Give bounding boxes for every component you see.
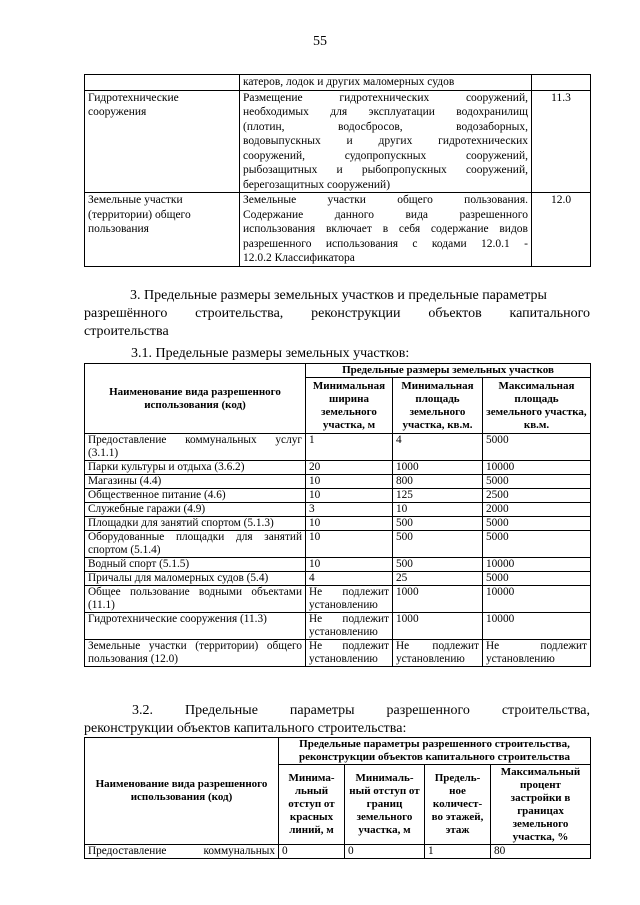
t2-row	[85, 572, 591, 586]
section-3-word: объектов	[428, 306, 482, 321]
t2-value-cell: 1000	[393, 461, 483, 475]
t2-name-cell: Магазины (4.4)	[85, 475, 306, 489]
section-3-2-word: 3.2.	[132, 703, 153, 718]
t2-value-cell: 10000	[483, 461, 591, 475]
t1-description-line: сооружений, судопропускных сооружений,	[243, 149, 528, 162]
section-3-heading	[84, 287, 590, 341]
t2-row	[85, 613, 591, 640]
t3-value-cell: 1	[425, 845, 491, 859]
t1-code-cell	[532, 75, 591, 91]
table-construction-parameters	[84, 737, 591, 859]
t2-value-cell: 10	[306, 517, 393, 531]
t2-group-header: Предельные размеры земельных участков	[306, 364, 591, 378]
t2-value-cell: 1	[306, 434, 393, 461]
t2-col-header-min-area: Минимальная площадь земельного участка, кв.м.	[393, 378, 483, 434]
section-3-2-line2: реконструкции объектов капитального строительства:	[84, 721, 407, 736]
t2-value-cell: 10	[306, 475, 393, 489]
t2-value-cell: Не подлежит установлению	[306, 640, 393, 667]
section-3-word: реконструкции	[311, 306, 401, 321]
t1-description-line: разрешенного использования с кодами 12.0.1 -	[243, 237, 528, 250]
t1-description-cell	[240, 90, 532, 193]
t2-value-cell: 1000	[393, 586, 483, 613]
t3-value-cell: 0	[279, 845, 345, 859]
t1-description-line: рыбозащитных и рыбопропускных сооружений,	[243, 164, 528, 176]
t1-description-line: необходимых для эксплуатации водохранилищ	[243, 106, 528, 118]
t3-row	[85, 845, 591, 859]
t2-value-cell: 2500	[483, 489, 591, 503]
t2-value-cell: 25	[393, 572, 483, 586]
section-3-word: строительства,	[195, 306, 284, 321]
t3-col1-header: Наименование вида разрешенного использования (код)	[85, 738, 279, 845]
t2-col-header-max-area: Максимальная площадь земельного участка, кв.м.	[483, 378, 591, 434]
t2-name-cell: Площадки для занятий спортом (5.1.3)	[85, 517, 306, 531]
t2-value-cell: 5000	[483, 434, 591, 461]
t1-name-cell: Земельные участки (территории) общего пользования	[85, 193, 240, 267]
t2-value-cell: 10	[306, 531, 393, 558]
t2-value-cell: 5000	[483, 475, 591, 489]
t2-row	[85, 434, 591, 461]
t1-code-cell: 11.3	[532, 90, 591, 193]
t1-description-line: использования включает в себя содержание видов	[243, 223, 528, 235]
t2-name-cell: Парки культуры и отдыха (3.6.2)	[85, 461, 306, 475]
t1-description-line: Содержание данного вида разрешенного	[243, 208, 528, 221]
section-3-line3: строительства	[84, 324, 169, 339]
section-3-2-word: строительства,	[501, 703, 590, 718]
table-land-use-types	[84, 74, 591, 267]
t3-name-cell: Предоставление коммунальных	[85, 845, 279, 859]
section-3-2-heading	[84, 702, 590, 738]
t3-col-header-max-coverage: Максимальный процент застройки в границах земельного участка, %	[491, 765, 591, 845]
t2-row	[85, 503, 591, 517]
t2-name-cell: Причалы для маломерных судов (5.4)	[85, 572, 306, 586]
t2-row	[85, 558, 591, 572]
t2-name-cell: Служебные гаражи (4.9)	[85, 503, 306, 517]
t2-row	[85, 475, 591, 489]
t2-value-cell: 4	[306, 572, 393, 586]
t2-value-cell: 5000	[483, 531, 591, 558]
t2-value-cell: 4	[393, 434, 483, 461]
t2-value-cell: 1000	[393, 613, 483, 640]
t2-row	[85, 461, 591, 475]
section-3-2-word: параметры	[289, 703, 355, 718]
t2-value-cell: 5000	[483, 517, 591, 531]
section-3-line2	[84, 305, 590, 323]
t2-value-cell: 500	[393, 558, 483, 572]
t2-row	[85, 531, 591, 558]
table-land-plot-sizes	[84, 363, 591, 667]
t1-description-line: Земельные участки общего пользования.	[243, 194, 528, 206]
t1-description-line: Размещение гидротехнических сооружений,	[243, 91, 528, 104]
t2-name-cell: Оборудованные площадки для занятий спортом (5.1.4)	[85, 531, 306, 558]
t2-value-cell: 10	[306, 558, 393, 572]
page-number: 55	[313, 34, 327, 49]
section-3-word: капитального	[509, 306, 590, 321]
t3-col-header-max-floors: Предель-ное количест-во этажей, этаж	[425, 765, 491, 845]
t1-description-line: водовыпускных и других гидротехнических	[243, 135, 528, 147]
t1-description-cell	[240, 193, 532, 267]
t3-value-cell: 0	[345, 845, 425, 859]
t2-name-cell: Земельные участки (территории) общего пользования (12.0)	[85, 640, 306, 667]
section-3-line1: 3. Предельные размеры земельных участков и предельные параметры	[130, 288, 547, 303]
t2-value-cell: 3	[306, 503, 393, 517]
section-3-word: разрешённого	[84, 306, 168, 321]
t1-name-cell: Гидротехнические сооружения	[85, 90, 240, 193]
t2-value-cell: 10000	[483, 586, 591, 613]
t2-value-cell: 800	[393, 475, 483, 489]
t2-value-cell: Не подлежит установлению	[483, 640, 591, 667]
section-3-2-word: разрешенного	[386, 703, 470, 718]
t2-row	[85, 517, 591, 531]
t1-code-cell: 12.0	[532, 193, 591, 267]
t1-row	[85, 75, 591, 91]
t1-description-line: берегозащитных сооружений)	[243, 178, 391, 191]
t2-name-cell: Гидротехнические сооружения (11.3)	[85, 613, 306, 640]
t1-description-line: катеров, лодок и других маломерных судов	[243, 76, 455, 88]
t2-name-cell: Предоставление коммунальных услуг (3.1.1)	[85, 434, 306, 461]
t2-value-cell: Не подлежит установлению	[393, 640, 483, 667]
t2-value-cell: Не подлежит установлению	[306, 586, 393, 613]
t3-col-header-boundary-setback: Минималь-ный отступ от границ земельного участка, м	[345, 765, 425, 845]
t2-row	[85, 586, 591, 613]
t2-value-cell: 20	[306, 461, 393, 475]
t1-row	[85, 193, 591, 267]
t2-value-cell: 500	[393, 517, 483, 531]
t1-name-cell	[85, 75, 240, 91]
t3-col-header-red-line-setback: Минима-льный отступ от красных линий, м	[279, 765, 345, 845]
section-3-2-line1	[84, 702, 590, 720]
t2-col1-header: Наименование вида разрешенного использования (код)	[85, 364, 306, 434]
section-3-1-title: 3.1. Предельные размеры земельных участков:	[131, 346, 410, 361]
t1-description-line: 12.0.2 Классификатора	[243, 252, 355, 264]
t1-description-cell	[240, 75, 532, 91]
t2-name-cell: Общественное питание (4.6)	[85, 489, 306, 503]
t2-row	[85, 640, 591, 667]
t2-name-cell: Водный спорт (5.1.5)	[85, 558, 306, 572]
t2-value-cell: 125	[393, 489, 483, 503]
t3-group-header: Предельные параметры разрешенного строительства, реконструкции объектов капитального строительства	[279, 738, 591, 765]
t2-value-cell: 10000	[483, 613, 591, 640]
t2-value-cell: 10000	[483, 558, 591, 572]
t2-row	[85, 489, 591, 503]
t1-description-line: (плотин, водосбросов, водозаборных,	[243, 120, 528, 133]
t2-value-cell: Не подлежит установлению	[306, 613, 393, 640]
t2-value-cell: 10	[306, 489, 393, 503]
t2-value-cell: 5000	[483, 572, 591, 586]
t2-col-header-min-width: Минимальная ширина земельного участка, м	[306, 378, 393, 434]
t2-value-cell: 500	[393, 531, 483, 558]
t3-value-cell: 80	[491, 845, 591, 859]
t1-row	[85, 90, 591, 193]
section-3-2-word: Предельные	[184, 703, 258, 718]
t2-name-cell: Общее пользование водными объектами (11.1)	[85, 586, 306, 613]
t2-value-cell: 10	[393, 503, 483, 517]
t2-value-cell: 2000	[483, 503, 591, 517]
